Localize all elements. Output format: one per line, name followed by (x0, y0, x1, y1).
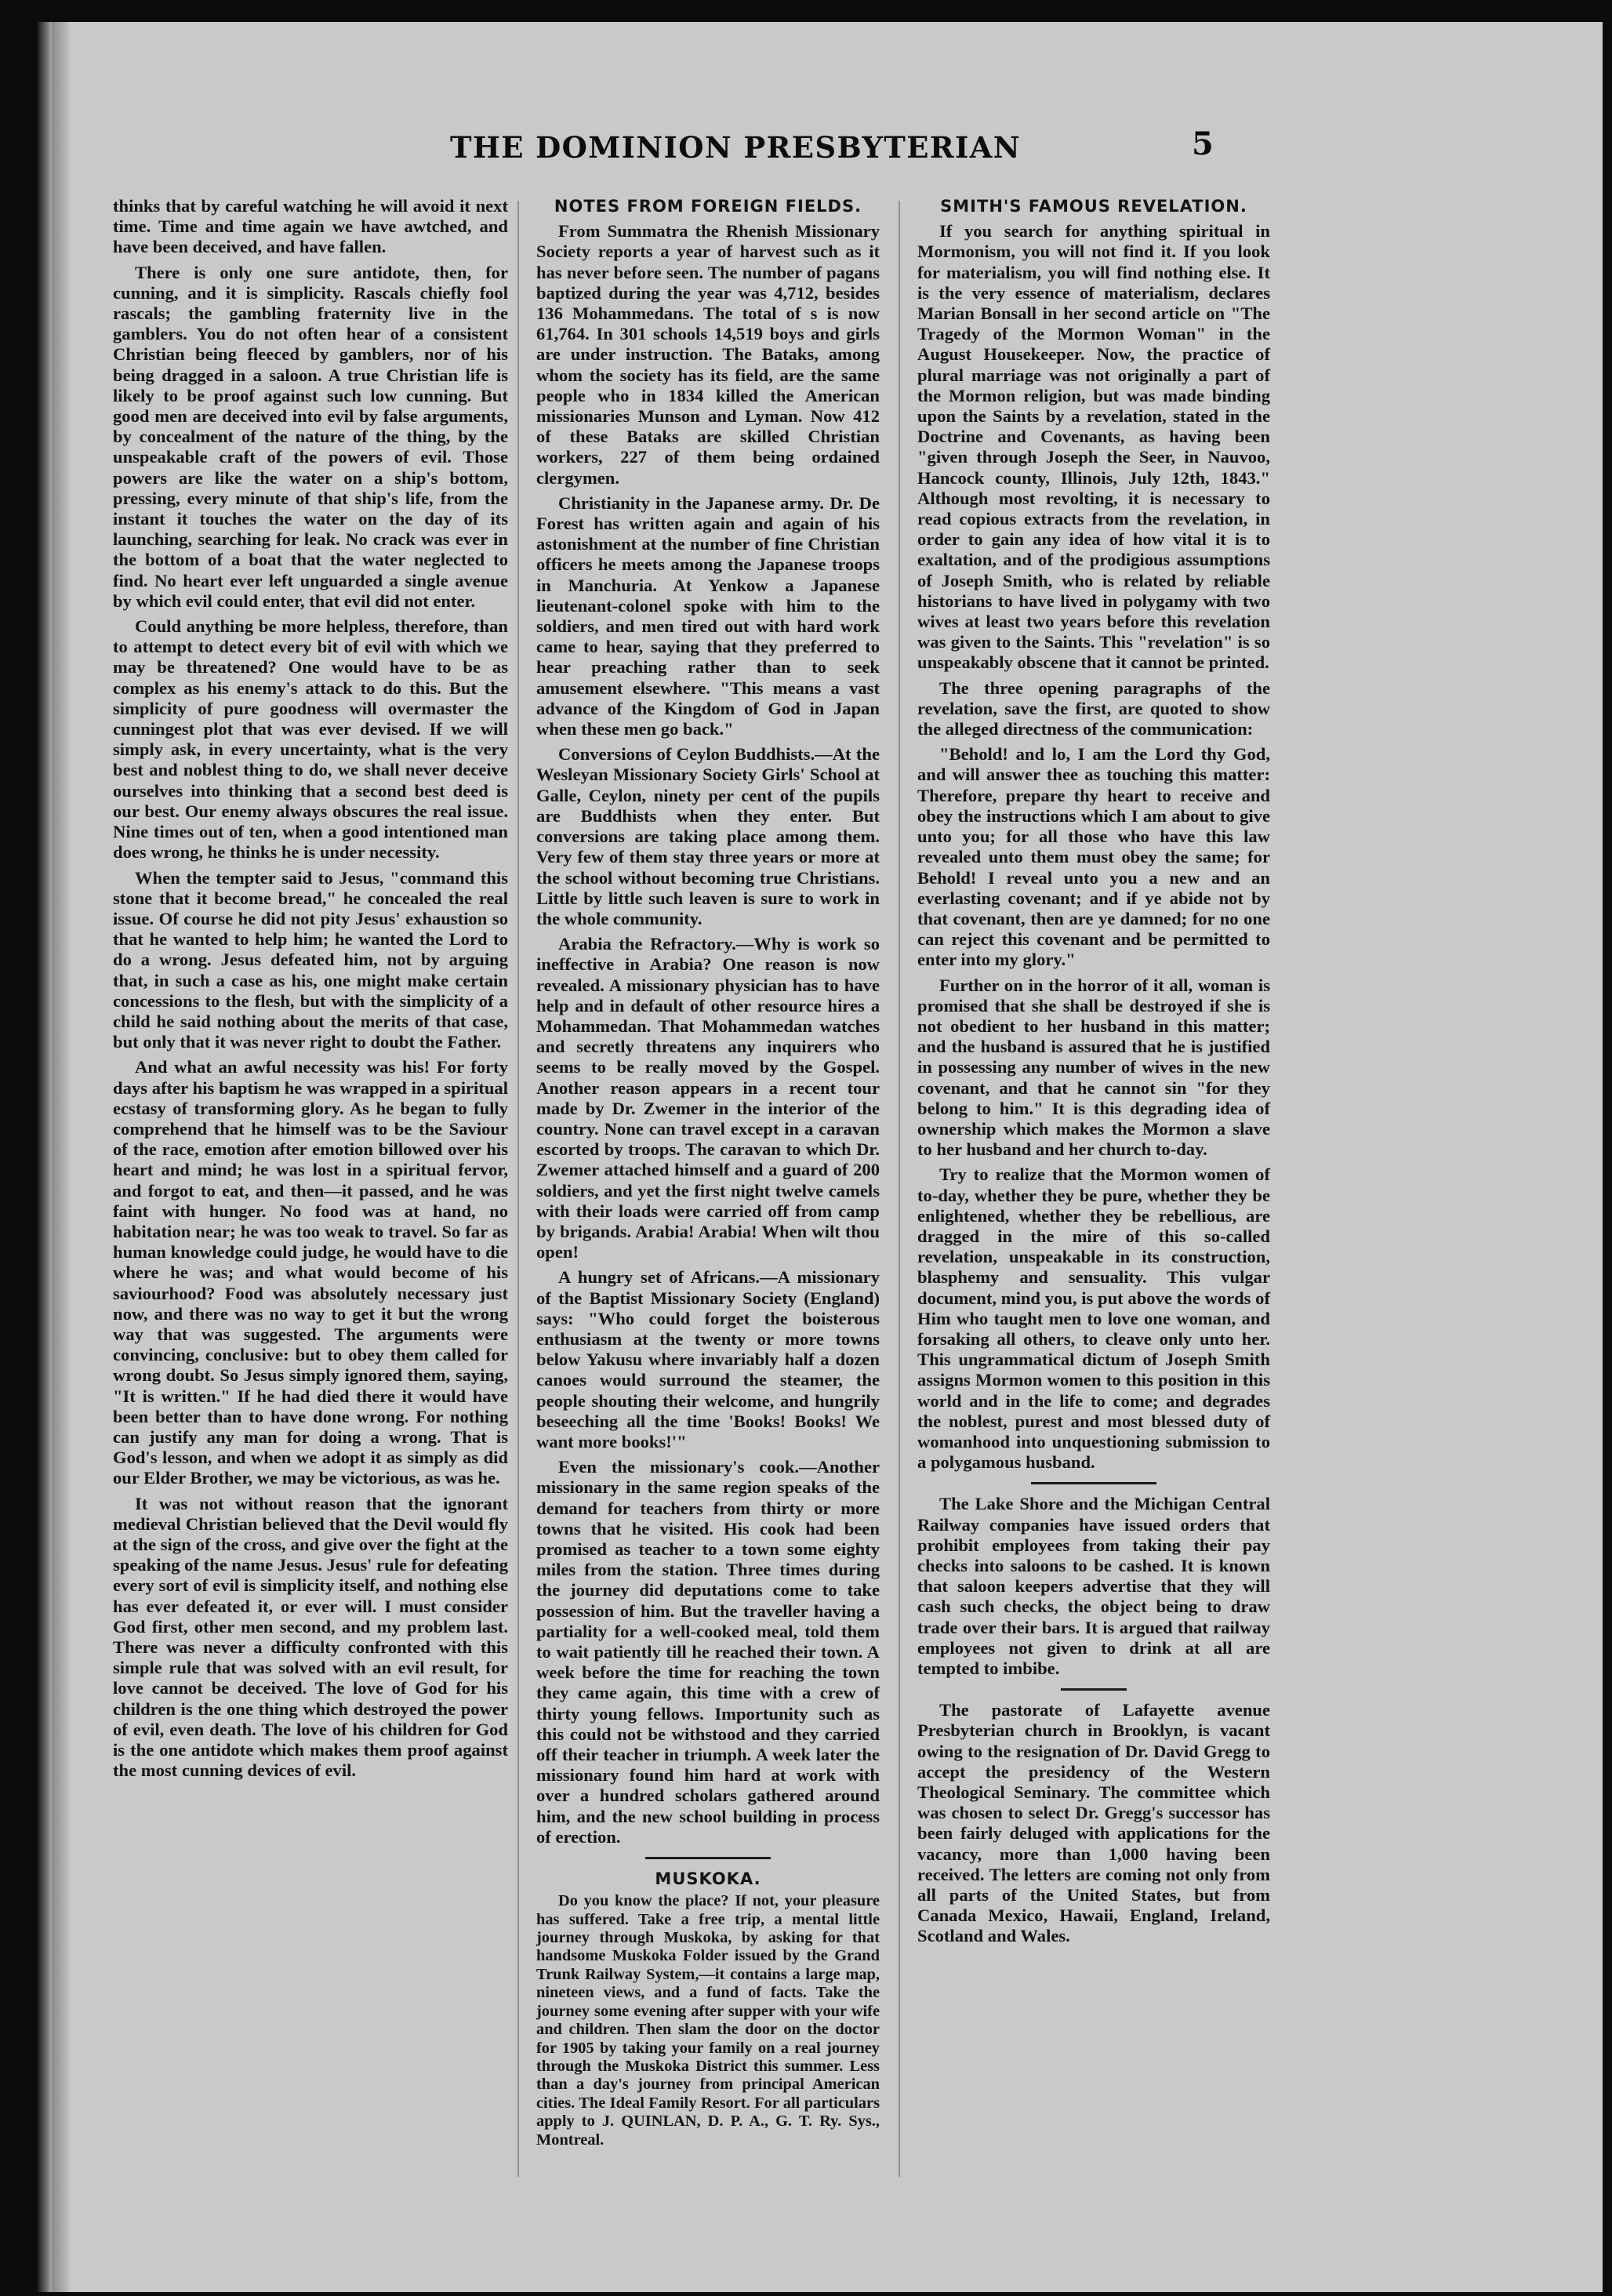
article-paragraph: thinks that by careful watching he will avoid it next time. Time and time again we have awtched, and have been deceived, and have fallen. (113, 196, 508, 257)
article-paragraph: Conversions of Ceylon Buddhists.—At the Wesleyan Missionary Society Girls' School at Galle, Ceylon, ninety per cent of the pupils are Buddhists when they enter. But conversions are taking place among them. Very few of them stay three years or more at the school without becoming true Christians. Little by little such leaven is sure to work in the whole community. (536, 744, 880, 928)
muskoka-advertisement: Do you know the place? If not, your pleasure has suffered. Take a free trip, a mental little journey through Muskoka, by asking for that handsome Muskoka Folder issued by the Grand Trunk Railway System,—it contains a large map, nineteen views, and a fund of facts. Take the journey some evening after supper with your wife and children. Then slam the door on the doctor for 1905 by taking your family on a real journey through the Muskoka District this summer. Less than a day's journey from principal American cities. The Ideal Family Resort. For all particulars apply to J. QUINLAN, D. P. A., G. T. Ry. Sys., Montreal. (536, 1892, 880, 2149)
article-paragraph: Arabia the Refractory.—Why is work so ineffective in Arabia? One reason is now revealed. A missionary physician has to have help and in default of other resource hires a Mohammedan. That Mohammedan watches and secretly threatens any inquirers who seems to be really moved by the Gospel. Another reason appears in a recent tour made by Dr. Zwemer in the interior of the country. None can travel except in a caravan escorted by troops. The caravan to which Dr. Zwemer attached himself and a guard of 200 soldiers, and yet the first night twelve camels with their loads were carried off from camp by brigands. Arabia! Arabia! When wilt thou open! (536, 934, 880, 1262)
binding-spine (38, 22, 52, 2292)
newspaper-page (38, 22, 1603, 2292)
article-paragraph: From Summatra the Rhenish Missionary Society reports a year of harvest such as it has never before seen. The number of pagans baptized during the year was 4,712, besides 136 Mohammedans. The total of s is now 61,764. In 301 schools 14,519 boys and girls are under instruction. The Bataks, among whom the society has its field, are the same people who in 1834 killed the American missionaries Munson and Lyman. Now 412 of these Bataks are skilled Christian workers, 227 of them being ordained clergymen. (536, 221, 880, 488)
article-paragraph: Could anything be more helpless, therefore, than to attempt to detect every bit of evil with which we may be threatened? One would have to be as complex as his enemy's attack to do this. But the simplicity of pure goodness will overmaster the cunningest plot that was ever devised. If we will simply ask, in every uncertainty, what is the very best and noblest thing to do, we shall never deceive ourselves into thinking that a second best deed is our best. Our enemy always obscures the real issue. Nine times out of ten, when a good intentioned man does wrong, he thinks he is under necessity. (113, 616, 508, 863)
article-paragraph: Further on in the horror of it all, woman is promised that she shall be destroyed if she is not obedient to her husband in this matter; and the husband is assured that he is justified in possessing any number of wives in the new covenant, and that he cannot sin "for they belong to him." It is this degrading idea of ownership which makes the Mormon a slave to her husband and her church to-day. (917, 975, 1270, 1160)
article-paragraph: A hungry set of Africans.—A missionary of the Baptist Missionary Society (England) says: "Who could forget the boisterous enthusiasm at the twenty or more towns below Yakusu where invariably half a dozen canoes would surround the steamer, the people shouting their welcome, and hungrily beseeching all the time 'Books! Books! We want more books!'" (536, 1267, 880, 1451)
article-paragraph: Even the missionary's cook.—Another missionary in the same region speaks of the demand for teachers from thirty or more towns that he visited. His cook had been promised as teacher to a town some eighty miles from the station. Three times during the journey did deputations come to take possession of him. But the traveller having a partiality for a well-cooked meal, told them to wait patiently till he reached their town. A week before the time for reaching the town they came again, this time with a crew of thirty young fellows. Importunity such as this could not be withstood and they carried off their teacher in triumph. A week later the missionary found him hard at work with over a hundred scholars gathered around him, and the new school building in process of erection. (536, 1457, 880, 1847)
article-paragraph: If you search for anything spiritual in Mormonism, you will not find it. If you look for materialism, you will find nothing else. It is the very essence of materialism, declares Marian Bonsall in her second article on "The Tragedy of the Mormon Woman" in the August Housekeeper. Now, the practice of plural marriage was not originally a part of the Mormon religion, but was made binding upon the Saints by a revelation, stated in the Doctrine and Covenants, as having been "given through Joseph the Seer, in Nauvoo, Hancock county, Illinois, July 12th, 1843." Although most revolting, it is necessary to read copious extracts from the revelation, in order to gain any idea of how vital it is to exaltation, and of the prodigious assumptions of Joseph Smith, who is related by reliable historians to have lived in polygamy with two wives at least two years before this revelation was given to the Saints. This "revelation" is so unspeakably obscene that it cannot be printed. (917, 221, 1270, 673)
section-rule (1061, 1688, 1127, 1691)
article-paragraph: Try to realize that the Mormon women of to-day, whether they be pure, whether they be enlightened, whether they be rebellious, are dragged in the mire of this so-called revelation, unspeakable in its construction, blasphemy and sensuality. This vulgar document, mind you, is put above the words of Him who taught men to love one woman, and forsaking all others, to cleave only unto her. This ungrammatical dictum of Joseph Smith assigns Mormon women to this position in this world and in the life to come; and degrades the noblest, purest and most blessed duty of womanhood into unquestioning submission to a polygamous husband. (917, 1164, 1270, 1473)
article-paragraph: When the tempter said to Jesus, "command this stone that it become bread," he concealed the real issue. Of course he did not pity Jesus' exhaustion so that he wanted to help him; he wanted the Lord to do a wrong. Jesus defeated him, not by arguing that, in such a case as his, one might make certain concessions to the flesh, but with the simplicity of a child he said nothing about the merits of that case, but only that it was never right to doubt the Father. (113, 867, 508, 1052)
column-1 (113, 196, 508, 1786)
news-note: The Lake Shore and the Michigan Central Railway companies have issued orders that prohibit employees from taking their pay checks into saloons to be cashed. It is known that saloon keepers advertise that they will cash such checks, the object being to draw trade over their bars. It is argued that railway employees not given to drink at all are tempted to imbibe. (917, 1494, 1270, 1679)
column-divider (517, 201, 519, 2177)
column-divider (899, 201, 900, 2177)
article-title: SMITH'S FAMOUS REVELATION. (940, 197, 1247, 216)
muskoka-title: MUSKOKA. (655, 1869, 761, 1889)
page-number: 5 (1192, 125, 1214, 162)
article-title: NOTES FROM FOREIGN FIELDS. (554, 197, 862, 216)
article-paragraph: Christianity in the Japanese army. Dr. De Forest has written again and again of his astonishment at the number of fine Christian officers he meets among the Japanese troops in Manchuria. At Yenkow a Japanese lieutenant-colonel spoke with him to the soldiers, and men tired out with hard work came to hear, saying that they preferred to hear preaching rather than to seek amusement elsewhere. "This means a vast advance of the Kingdom of God in Japan when these men go back." (536, 492, 880, 739)
column-3 (917, 196, 1270, 1952)
article-paragraph: There is only one sure antidote, then, for cunning, and it is simplicity. Rascals chiefly fool rascals; the gambling fraternity live in the gamblers. You do not often hear of a consistent Christian being fleeced by gamblers, nor of his being dragged in a saloon. A true Christian life is likely to be proof against such low cunning. But good men are deceived into evil by false arguments, by concealment of the nature of the thing, by the unspeakable craft of the powers of evil. Those powers are like the water on a ship's bottom, pressing, every minute of that ship's life, from the instant it touches the water on the day of its launching, searching for leak. No crack was ever in the bottom of a boat that the water neglected to find. No heart ever left unguarded a single avenue by which evil could enter, that evil did not enter. (113, 262, 508, 611)
article-paragraph: It was not without reason that the ignorant medieval Christian believed that the Devil would fly at the sign of the cross, and give over the fight at the speaking of the name Jesus. Jesus' rule for defeating every sort of evil is simplicity itself, and nothing else has ever defeated it, or ever will. I must consider God first, other men second, and my problem last. There was never a difficulty confronted with this simple rule that was solved with an evil result, for love cannot be deceived. The love of God for his children is the one thing which destroyed the power of evil, even death. The love of his children for God is the one antidote which makes them proof against the most cunning devices of evil. (113, 1493, 508, 1781)
news-note: The pastorate of Lafayette avenue Presbyterian church in Brooklyn, is vacant owing to the resignation of Dr. David Gregg to accept the presidency of the Western Theological Seminary. The committee which was chosen to select Dr. Gregg's successor has been fairly deluged with applications for the vacancy, more than 1,000 having been received. The letters are coming not only from all parts of the United States, but from Canada Mexico, Hawaii, England, Ireland, Scotland and Wales. (917, 1700, 1270, 1946)
section-rule (645, 1857, 771, 1859)
section-rule (1031, 1482, 1156, 1484)
article-paragraph: The three opening paragraphs of the revelation, save the first, are quoted to show the alleged directness of the communication: (917, 678, 1270, 739)
page-header-title: THE DOMINION PRESBYTERIAN (449, 130, 1022, 165)
column-2 (536, 196, 880, 2154)
article-quote: "Behold! and lo, I am the Lord thy God, and will answer thee as touching this matter: Therefore, prepare thy heart to receive and obey the instructions which I am about to give unto you; for all those who have this law revealed unto them must obey the same; for Behold! I reveal unto you a new and an everlasting covenant; and if ye abide not by that covenant, then are ye damned; for no one can reject this covenant and be permitted to enter into my glory." (917, 744, 1270, 970)
article-paragraph: And what an awful necessity was his! For forty days after his baptism he was wrapped in a spiritual ecstasy of transforming glory. As he began to fully comprehend that he himself was to be the Saviour of the race, emotion after emotion billowed over his heart and mind; he was lost in a spiritual fervor, and forgot to eat, and then—it passed, and he was faint with hunger. No food was at hand, no habitation near; he was too weak to travel. So far as human knowledge could judge, he would have to die where he was; and what would become of his saviourhood? Food was absolutely necessary just now, and there was no way to get it but the wrong way that was suggested. The arguments were convincing, conclusive: but to obey them called for wrong doubt. So Jesus simply ignored them, saying, "It is written." If he had died there it would have been better than to have done wrong. For nothing can justify any man for doing a wrong. That is God's lesson, and when we adopt it as simply as did our Elder Brother, we may be victorious, as was he. (113, 1057, 508, 1488)
page-edge (52, 22, 69, 2292)
